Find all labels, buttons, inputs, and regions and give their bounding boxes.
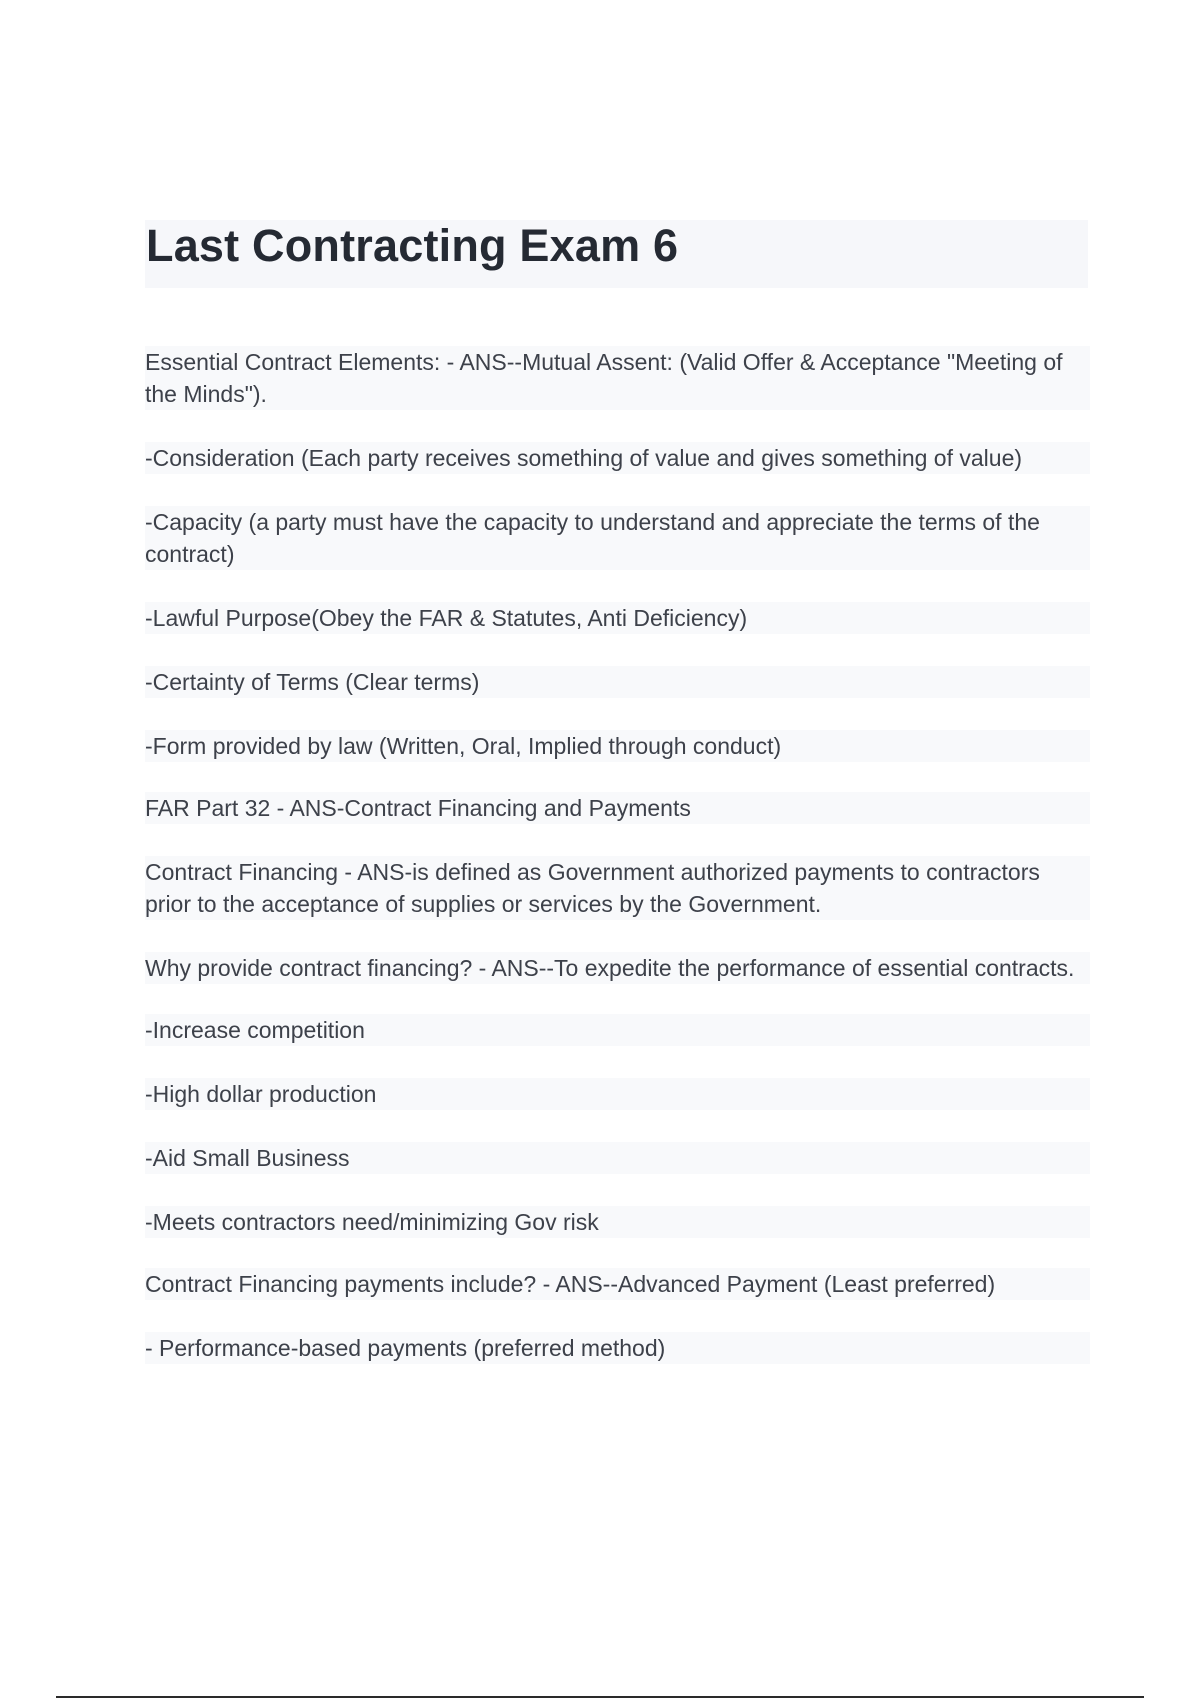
paragraph-performance-based-payments: - Performance-based payments (preferred method) <box>145 1332 1090 1364</box>
paragraph-lawful-purpose: -Lawful Purpose(Obey the FAR & Statutes, Anti Deficiency) <box>145 602 1090 634</box>
paragraph-capacity: -Capacity (a party must have the capacity to understand and appreciate the terms of the contract) <box>145 506 1090 570</box>
paragraph-why-provide-financing: Why provide contract financing? - ANS--To expedite the performance of essential contracts. <box>145 952 1090 984</box>
document-title: Last Contracting Exam 6 <box>146 220 679 271</box>
document-body <box>145 346 1090 1396</box>
paragraph-aid-small-business: -Aid Small Business <box>145 1142 1090 1174</box>
paragraph-far-part-32: FAR Part 32 - ANS-Contract Financing and Payments <box>145 792 1090 824</box>
footer-divider <box>56 1696 1144 1698</box>
paragraph-meets-contractors-need: -Meets contractors need/minimizing Gov risk <box>145 1206 1090 1238</box>
paragraph-essential-elements: Essential Contract Elements: - ANS--Mutual Assent: (Valid Offer & Acceptance "Meeting of the Minds"). <box>145 346 1090 410</box>
paragraph-certainty-of-terms: -Certainty of Terms (Clear terms) <box>145 666 1090 698</box>
paragraph-contract-financing: Contract Financing - ANS-is defined as Government authorized payments to contractors prior to the acceptance of supplies or services by the Government. <box>145 856 1090 920</box>
paragraph-financing-payments-include: Contract Financing payments include? - ANS--Advanced Payment (Least preferred) <box>145 1268 1090 1300</box>
paragraph-form-provided-by-law: -Form provided by law (Written, Oral, Implied through conduct) <box>145 730 1090 762</box>
paragraph-consideration: -Consideration (Each party receives something of value and gives something of value) <box>145 442 1090 474</box>
paragraph-increase-competition: -Increase competition <box>145 1014 1090 1046</box>
paragraph-high-dollar-production: -High dollar production <box>145 1078 1090 1110</box>
